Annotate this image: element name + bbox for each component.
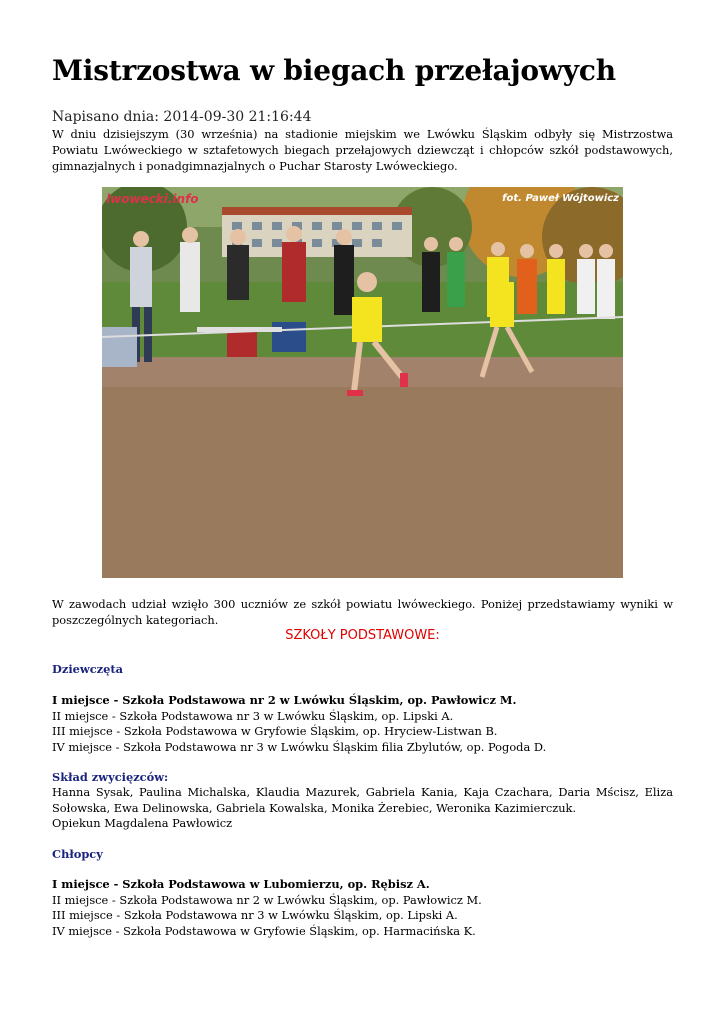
result-line: II miejsce - Szkoła Podstawowa nr 3 w Lwówku Śląskim, op. Lipski A. — [52, 708, 454, 723]
coach-line: Opiekun Magdalena Pawłowicz — [52, 816, 233, 830]
boys-heading: Chłopcy — [52, 847, 103, 861]
winners-list: Hanna Sysak, Paulina Michalska, Klaudia Mazurek, Gabriela Kania, Kaja Czachara, Daria Mścisz, Eliza Sołowska, Ewa Delinowska, Gabriela Kowalska, Monika Żerebiec, Weronika Kazimierczuk. — [52, 785, 673, 815]
photo-watermark-left: lwowecki.info — [106, 192, 199, 206]
section-heading: SZKOŁY PODSTAWOWE: — [285, 628, 440, 643]
boys-results — [52, 877, 673, 939]
result-line: IV miejsce - Szkoła Podstawowa w Gryfowie Śląskim, op. Harmacińska K. — [52, 923, 476, 938]
result-line: I miejsce - Szkoła Podstawowa w Lubomierzu, op. Rębisz A. — [52, 877, 430, 891]
girls-results — [52, 693, 673, 755]
result-line: IV miejsce - Szkoła Podstawowa nr 3 w Lwówku Śląskim filia Zbylutów, op. Pogoda D. — [52, 739, 547, 754]
intro-paragraph: W dniu dzisiejszym (30 września) na stadionie miejskim we Lwówku Śląskim odbyły się Mistrzostwa Powiatu Lwóweckiego w sztafetowych biegach przełajowych dziewcząt i chłopców szkół podstawowych, gimnazjalnych i ponadgimnazjalnych o Puchar Starosty Lwóweckiego. — [52, 127, 673, 173]
girls-heading: Dziewczęta — [52, 662, 124, 676]
article-photo — [102, 187, 623, 578]
photo-watermark-right: fot. Paweł Wójtowicz — [502, 193, 619, 204]
winners-heading: Skład zwycięzców: — [52, 770, 169, 784]
result-line: I miejsce - Szkoła Podstawowa nr 2 w Lwówku Śląskim, op. Pawłowicz M. — [52, 693, 517, 707]
result-line: II miejsce - Szkoła Podstawowa nr 2 w Lwówku Śląskim, op. Pawłowicz M. — [52, 892, 482, 907]
result-line: III miejsce - Szkoła Podstawowa w Gryfowie Śląskim, op. Hryciew-Listwan B. — [52, 724, 498, 738]
result-line: III miejsce - Szkoła Podstawowa nr 3 w Lwówku Śląskim, op. Lipski A. — [52, 908, 458, 922]
publish-date: Napisano dnia: 2014-09-30 21:16:44 — [52, 109, 312, 125]
results-intro-paragraph: W zawodach udział wzięło 300 uczniów ze szkół powiatu lwóweckiego. Poniżej przedstawiamy wyniki w poszczególnych kategoriach. — [52, 597, 673, 627]
page-title: Mistrzostwa w biegach przełajowych — [52, 54, 616, 87]
